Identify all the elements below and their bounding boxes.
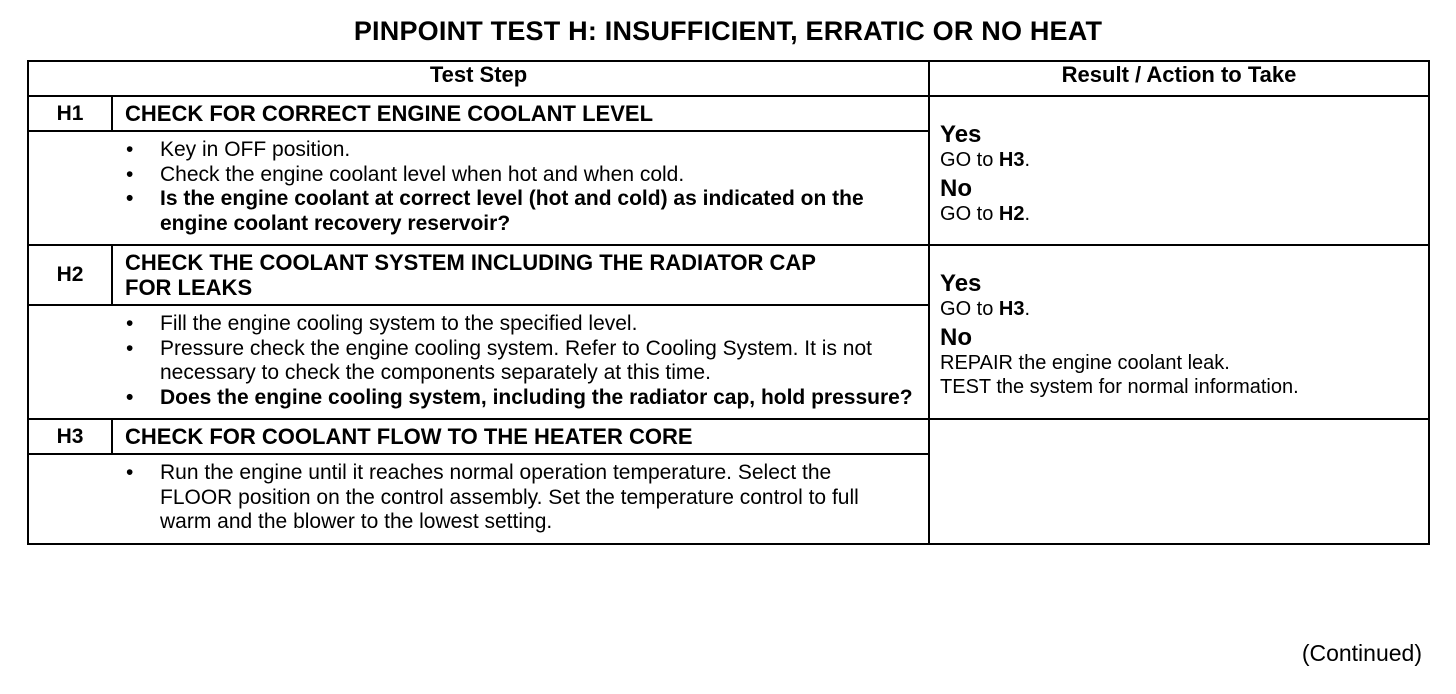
step-id: H2 [28,245,112,305]
action: REPAIR the engine coolant leak. [940,352,1230,374]
page-title: PINPOINT TEST H: INSUFFICIENT, ERRATIC OR NO HEAT [353,16,1103,46]
step-instructions [112,305,929,419]
question-item: • Is the engine coolant at correct level (hot and cold) as indicated on the engine coolant recovery reservoir? [122,187,918,236]
answer-no: No [940,324,973,351]
step-instructions [112,454,929,544]
result-header: Result / Action to Take [929,61,1429,96]
step-id: H3 [28,419,112,454]
instruction-item: • Fill the engine cooling system to the specified level. [122,312,918,337]
action: TEST the system for normal information. [940,376,1299,398]
answer-no: No [940,174,973,202]
step-h2-result [929,245,1429,419]
action: GO to H2. [940,202,1031,225]
instruction-item: • Key in OFF position. [122,138,918,163]
instruction-item: • Check the engine coolant level when hot and when cold. [122,163,918,188]
action: GO to H3. [940,298,1031,320]
header-row [28,61,1429,96]
pinpoint-test-table [27,60,1430,545]
step-id: H1 [28,96,112,131]
answer-yes: Yes [940,270,982,297]
step-title: CHECK THE COOLANT SYSTEM INCLUDING THE RADIATOR CAP FOR LEAKS [112,245,929,305]
step-instructions [112,131,929,245]
step-h1-result [929,96,1429,245]
step-title: CHECK FOR CORRECT ENGINE COOLANT LEVEL [112,96,929,131]
instruction-item: • Run the engine until it reaches normal operation temperature. Select the FLOOR position on the control assembly. Set the temperature control to full warm and the blower to the lowest setting. [122,461,918,535]
step-h3-result [929,419,1429,544]
answer-yes: Yes [940,120,982,148]
action: GO to H3. [940,148,1031,171]
step-h2-title-row [28,245,1429,305]
step-h1-title-row [28,96,1429,131]
instruction-item: • Pressure check the engine cooling system. Refer to Cooling System. It is not necessary to check the components separately at this time. [122,337,918,386]
step-title: CHECK FOR COOLANT FLOW TO THE HEATER CORE [112,419,929,454]
step-h3-title-row [28,419,1429,454]
continued-note: (Continued) [1301,640,1422,666]
test-step-header: Test Step [28,61,929,96]
question-item: • Does the engine cooling system, including the radiator cap, hold pressure? [122,386,918,411]
